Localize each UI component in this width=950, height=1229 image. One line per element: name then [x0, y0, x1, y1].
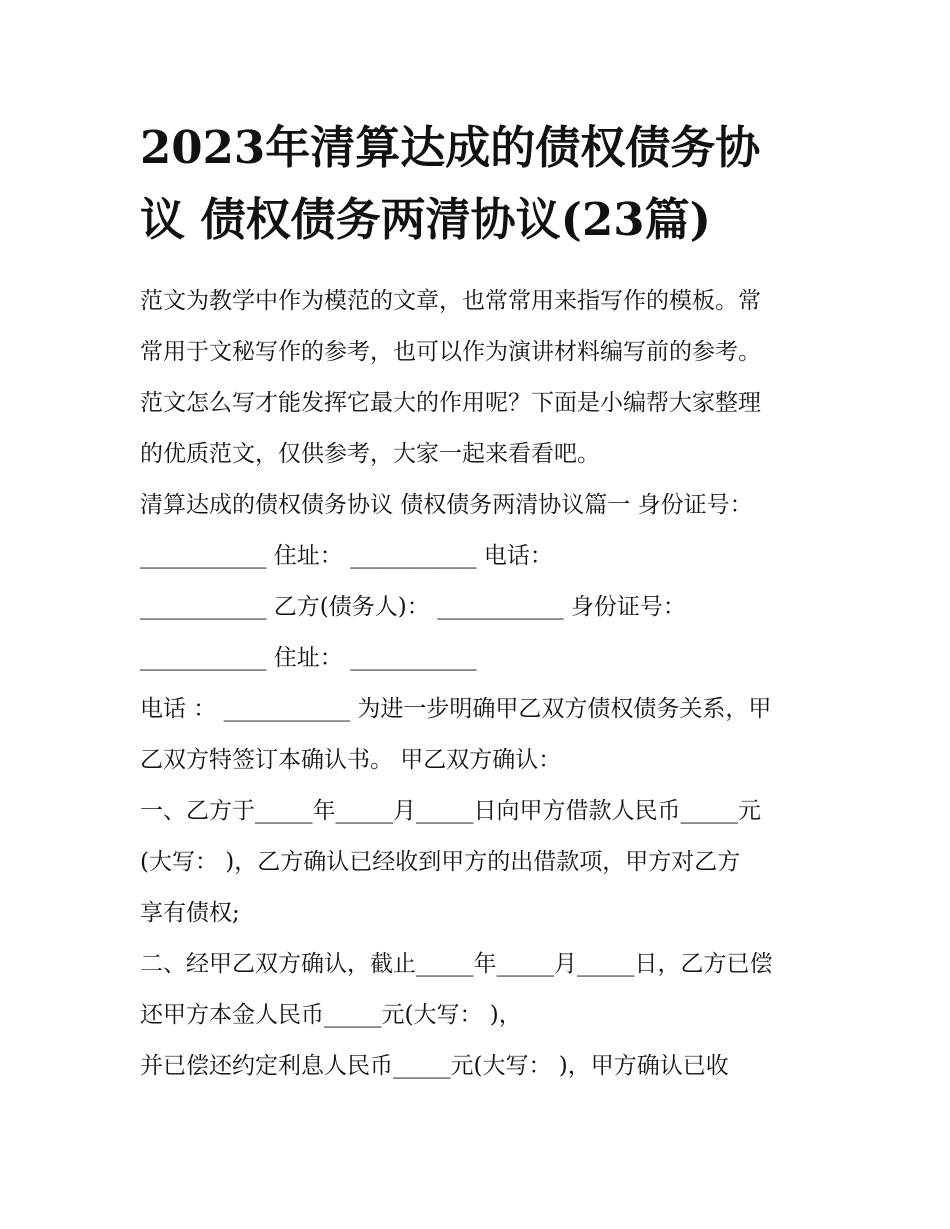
body-line: 常用于文秘写作的参考，也可以作为演讲材料编写前的参考。	[140, 339, 761, 365]
body-line: 范文为教学中作为模范的文章，也常常用来指写作的模板。常	[140, 288, 761, 314]
body-line: ___________ 住址： ___________ 电话：	[140, 543, 553, 569]
body-line: 二、经甲乙双方确认，截止_____年_____月_____日，乙方已偿	[140, 951, 773, 977]
body-line: (大写： )，乙方确认已经收到甲方的出借款项，甲方对乙方	[140, 849, 741, 875]
body-line: 乙双方特签订本确认书。 甲乙双方确认：	[140, 747, 562, 773]
document-title	[140, 112, 830, 256]
body-line: 享有债权;	[140, 900, 240, 926]
body-line: ___________ 住址： ___________	[140, 645, 477, 671]
document-body	[140, 282, 820, 1098]
body-line: 的优质范文，仅供参考，大家一起来看看吧。	[140, 441, 600, 467]
body-line: 一、乙方于_____年_____月_____日向甲方借款人民币_____元	[140, 798, 761, 824]
title-line-1: 2023年清算达成的债权债务协	[140, 121, 761, 174]
body-line: 清算达成的债权债务协议 债权债务两清协议篇一 身份证号：	[140, 492, 753, 518]
body-line: 范文怎么写才能发挥它最大的作用呢？下面是小编帮大家整理	[140, 390, 761, 416]
body-line: 电话 ： ___________ 为进一步明确甲乙双方债权债务关系，甲	[140, 696, 772, 722]
body-line: ___________ 乙方(债务人)： ___________ 身份证号：	[140, 594, 686, 620]
body-line: 还甲方本金人民币_____元(大写： )，	[140, 1002, 522, 1028]
body-line: 并已偿还约定利息人民币_____元(大写： )，甲方确认已收	[140, 1053, 729, 1079]
title-line-2: 议 债权债务两清协议(23篇)	[140, 193, 711, 246]
